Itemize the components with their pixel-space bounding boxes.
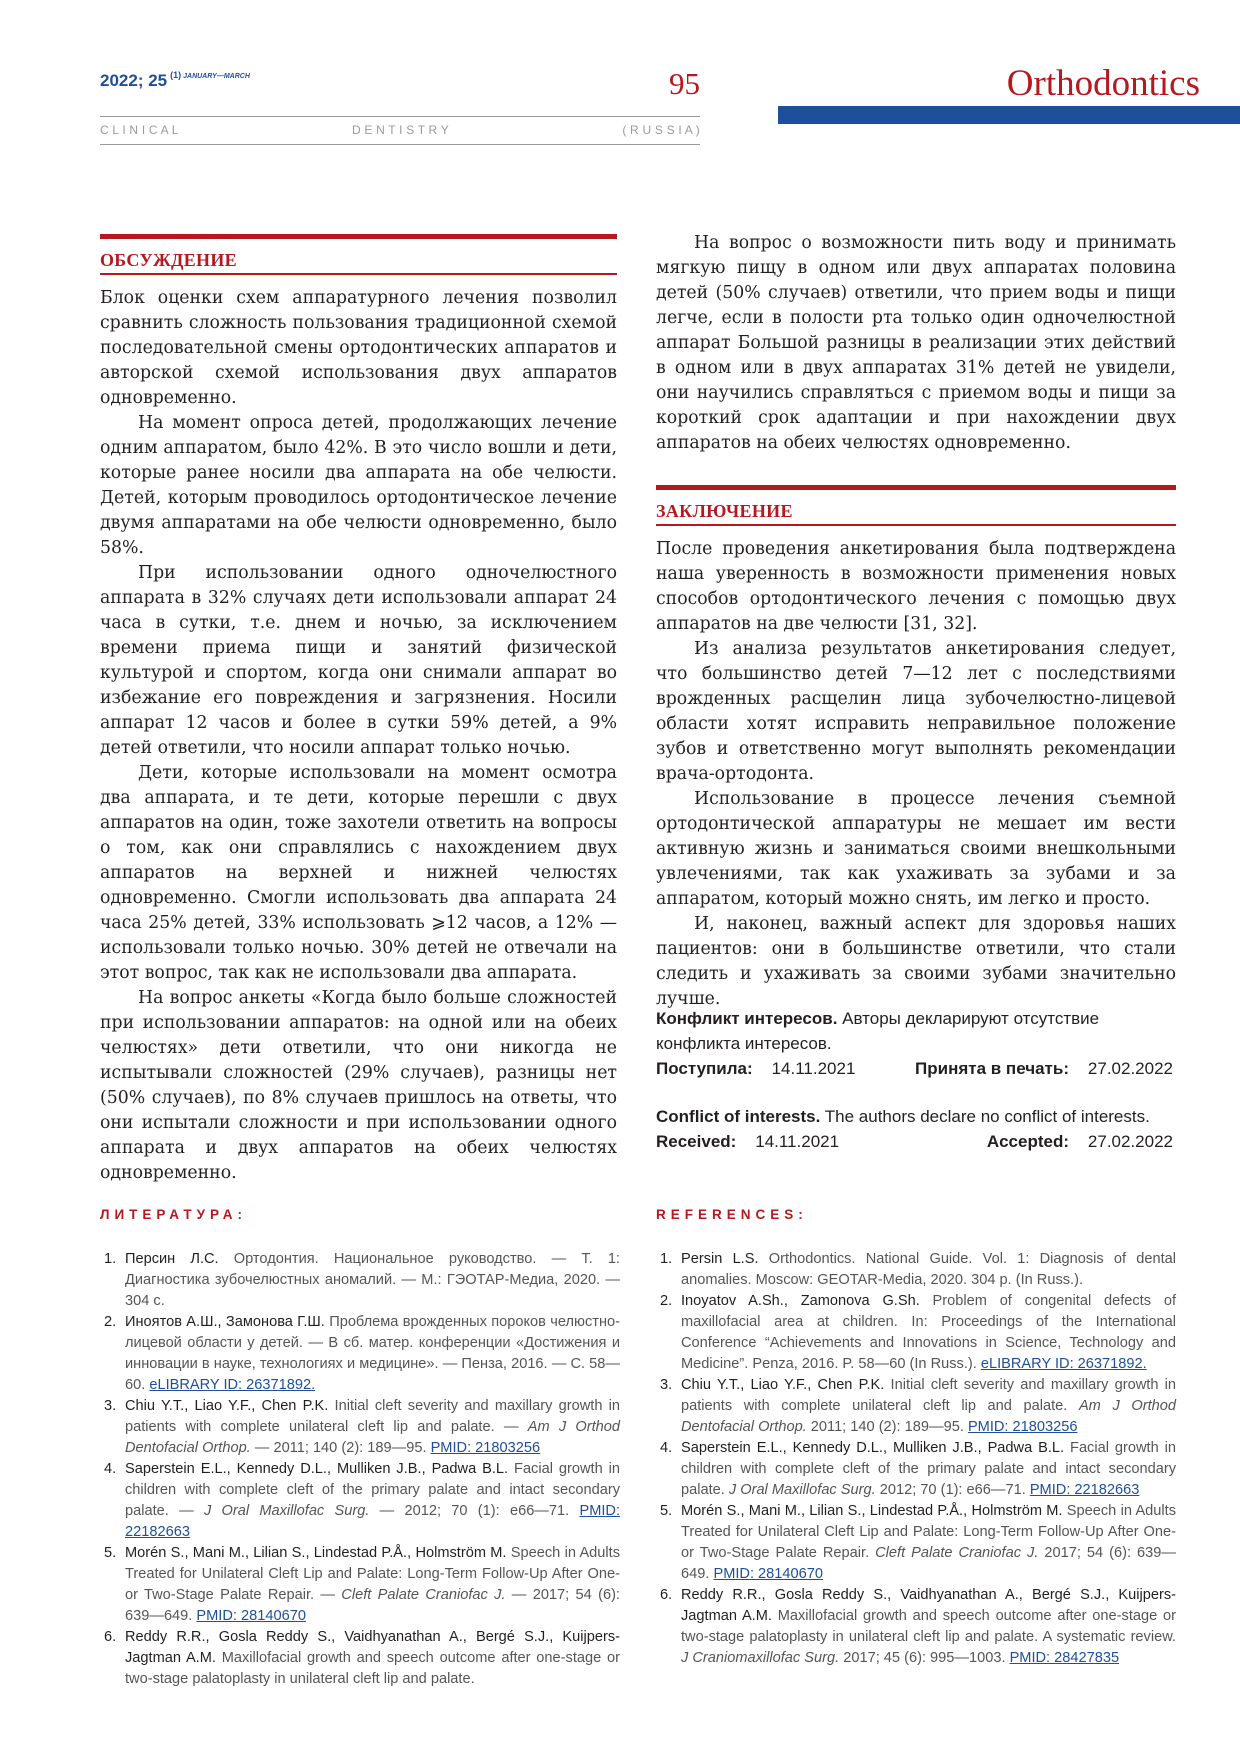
- reference-tail: — 2017; 54 (6): 639—649.: [125, 1587, 620, 1624]
- reference-tail: 2017; 45 (6): 995—1003.: [839, 1650, 1010, 1666]
- reference-journal: Am J Orthod Dentofacial Orthop.: [125, 1419, 621, 1456]
- reference-number: 6.: [660, 1587, 673, 1603]
- reference-authors: Chiu Y.T., Liao Y.F., Chen P.K.: [681, 1377, 885, 1393]
- paragraph: На вопрос анкеты «Когда было больше сложностей при использовании аппаратов: на одной или на обеих челюстях» дети ответили, что они никогда не испытывали сложностей (29% случаев), разницы нет (50% случаев), по 8% случаев пришлось на ответы, что они испытали сложности и при использовании одного аппарата и двух аппаратов на обеих челюстях одновременно.: [100, 988, 617, 1183]
- reference-link[interactable]: PMID: 21803256: [967, 1419, 1078, 1435]
- accepted-label: Accepted:: [986, 1132, 1069, 1151]
- reference-text: Speech in Adults Treated for Unilateral Cleft Lip and Palate: Long-Term Follow-Up After One- or Two-Stage Palate Repair. —: [125, 1545, 620, 1603]
- accepted-label: Принята в печать:: [915, 1059, 1069, 1078]
- journal-word-3: ( R U S S I A ): [622, 123, 700, 137]
- paragraph: Из анализа результатов анкетирования следует, что большинство детей 7—12 лет с последствиями врожденных расщелин лица зубочелюстно-лицевой области хотят исправить неправильное положение зубов и ответственно могут выполнять рекомендации врача-ортодонта.: [656, 639, 1176, 784]
- issue-info: [100, 70, 250, 91]
- conflict-text: The authors declare no conflict of interests.: [820, 1107, 1150, 1126]
- reference-item: [100, 1249, 620, 1312]
- reference-number: 6.: [104, 1629, 117, 1645]
- discussion-section: [100, 234, 617, 1186]
- reference-item: [656, 1291, 1176, 1375]
- reference-number: 2.: [104, 1314, 117, 1330]
- journal-word-1: C L I N I C A L: [100, 123, 179, 137]
- reference-text: Orthodontics. National Guide. Vol. 1: Diagnosis of dental anomalies. Moscow: GEOTAR-Media, 2020. 304 p. (In Russ.).: [681, 1251, 1176, 1288]
- reference-item: [656, 1438, 1176, 1501]
- reference-authors: Inoyatov A.Sh., Zamonova G.Sh.: [681, 1293, 920, 1309]
- reference-text: Facial growth in children with complete cleft of the primary palate and intact secondary palate.: [681, 1440, 1176, 1498]
- section-rule-top: [100, 234, 617, 239]
- page-number: 95: [669, 66, 700, 101]
- discussion-title: ОБСУЖДЕНИЕ: [100, 250, 237, 270]
- conclusion-section: [656, 485, 1176, 1012]
- discussion-continued: [656, 231, 1176, 456]
- reference-journal: Cleft Palate Craniofac J.: [341, 1587, 506, 1603]
- issue-number: (1): [170, 70, 182, 80]
- reference-item: [656, 1375, 1176, 1438]
- reference-link[interactable]: PMID: 22182663: [125, 1503, 621, 1540]
- reference-text: Maxillofacial growth and speech outcome after one-stage or two-stage palatoplasty in unilateral cleft lip and palate.: [125, 1650, 620, 1687]
- accepted-group: [915, 1056, 1173, 1081]
- reference-tail: 2017; 54 (6): 639—649.: [681, 1545, 1176, 1582]
- section-rule-top: [656, 485, 1176, 490]
- reference-authors: Morén S., Mani M., Lilian S., Lindestad P.Å., Holmström M.: [125, 1545, 507, 1561]
- reference-number: 1.: [660, 1251, 673, 1267]
- reference-link[interactable]: PMID: 28427835: [1009, 1650, 1120, 1666]
- received-group: [656, 1056, 855, 1081]
- reference-authors: Persin L.S.: [681, 1251, 759, 1267]
- conclusion-title: ЗАКЛЮЧЕНИЕ: [656, 501, 793, 521]
- reference-number: 2.: [660, 1293, 673, 1309]
- references-en: [656, 1207, 1176, 1669]
- section-rule-bottom: [100, 273, 617, 275]
- reference-text: Maxillofacial growth and speech outcome after one-stage or two-stage palatoplasty in unilateral cleft lip and palate. A systematic review.: [681, 1608, 1176, 1645]
- conflict-label: Conflict of interests.: [656, 1107, 821, 1126]
- reference-authors: Morén S., Mani M., Lilian S., Lindestad P.Å., Holmström M.: [681, 1503, 1063, 1519]
- reference-authors: Персин Л.С.: [125, 1251, 219, 1267]
- received-group: [656, 1129, 839, 1154]
- paragraph: Использование в процессе лечения съемной ортодонтической аппаратуры не мешает им вести активную жизнь и заниматься своими внешкольными увлечениями, так как ухаживать за зубами и за аппаратом, который можно снять, им легко и просто.: [656, 789, 1176, 909]
- reference-link[interactable]: PMID: 28140670: [196, 1608, 306, 1624]
- reference-item: [656, 1585, 1176, 1669]
- reference-number: 5.: [104, 1545, 117, 1561]
- received-label: Received:: [656, 1132, 737, 1151]
- reference-item: [100, 1459, 620, 1543]
- dates-row: [656, 1056, 1173, 1081]
- reference-list: [656, 1249, 1176, 1669]
- reference-list: [100, 1249, 620, 1690]
- received-date: 14.11.2021: [771, 1059, 856, 1078]
- reference-text: Initial cleft severity and maxillary growth in patients with complete unilateral cleft lip and palate.: [681, 1377, 1177, 1414]
- reference-item: [656, 1249, 1176, 1291]
- paragraph: После проведения анкетирования была подтверждена наша уверенность в возможности применения новых способов ортодонтического лечения с помощью двух аппаратов на две челюсти [31, 32].: [656, 539, 1176, 634]
- paragraph: При использовании одного одночелюстного аппарата в 32% случаях дети использовали аппарат 24 часа в сутки, т.е. днем и ночью, за исключением времени приема пищи и занятий физической культурой и спортом, когда они снимали аппарат во избежание его повреждения и загрязнения. Носили аппарат 12 часов и более в сутки 59% детей, а 9% детей ответили, что носили аппарат только ночью.: [100, 563, 617, 758]
- reference-text: Problem of congenital defects of maxillofacial area at children. In: Proceedings of the International Conference “Achievements and Innovations in Science, Technology and Medicine”. Penza, 2016. P. 58—60 (In Russ.).: [681, 1293, 1176, 1372]
- reference-authors: Reddy R.R., Gosla Reddy S., Vaidhyanathan A., Bergé S.J., Kuijpers-Jagtman A.M.: [125, 1629, 620, 1666]
- reference-link[interactable]: PMID: 21803256: [430, 1440, 541, 1456]
- conflict-ru: [656, 1006, 1173, 1081]
- references-ru: [100, 1207, 620, 1690]
- reference-text: Ортодонтия. Национальное руководство. — Т. 1: Диагностика зубочелюстных аномалий. — М.: ГЭОТАР-Медиа, 2020. — 304 с.: [125, 1251, 620, 1309]
- received-date: 14.11.2021: [755, 1132, 840, 1151]
- section-title: Orthodontics: [1006, 63, 1200, 104]
- reference-link[interactable]: eLIBRARY ID: 26371892.: [980, 1356, 1147, 1372]
- reference-journal: Cleft Palate Craniofac J.: [875, 1545, 1039, 1561]
- reference-text: Speech in Adults Treated for Unilateral Cleft Lip and Palate: Long-Term Follow-Up After One- or Two-Stage Palate Repair.: [681, 1503, 1176, 1561]
- accepted-date: 27.02.2022: [1087, 1132, 1173, 1151]
- issue-year-volume: 2022; 25: [100, 71, 168, 90]
- reference-item: [100, 1396, 620, 1459]
- conflict-en: [656, 1104, 1173, 1154]
- reference-number: 4.: [660, 1440, 673, 1456]
- header-rule-bottom: [100, 144, 700, 145]
- conflict-statement: [656, 1006, 1173, 1056]
- reference-authors: Saperstein E.L., Kennedy D.L., Mulliken J.B., Padwa B.L.: [681, 1440, 1065, 1456]
- header-accent-bar: [778, 106, 1240, 124]
- section-rule-bottom: [656, 524, 1176, 526]
- reference-authors: Chiu Y.T., Liao Y.F., Chen P.K.: [125, 1398, 329, 1414]
- discussion-body: [100, 286, 617, 1186]
- reference-text: Initial cleft severity and maxillary growth in patients with complete unilateral cleft lip and palate. —: [125, 1398, 621, 1435]
- accepted-date: 27.02.2022: [1087, 1059, 1173, 1078]
- paragraph: На момент опроса детей, продолжающих лечение одним аппаратом, было 42%. В это число вошли и дети, которые ранее носили два аппарата на обе челюсти. Детей, которым проводилось ортодонтическое лечение двумя аппаратами на обе челюсти одновременно, было 58%.: [100, 413, 617, 558]
- conflict-text: Авторы декларируют отсутствие конфликта интересов.: [656, 1009, 1100, 1053]
- paragraph: И, наконец, важный аспект для здоровья наших пациентов: они в большинстве ответили, что стали следить и ухаживать за своими зубами значительно лучше.: [656, 914, 1176, 1009]
- reference-text: Проблема врожденных пороков челюстно-лицевой области у детей. — В сб. матер. конференции «Достижения и инновации в науке, технологиях и медицине». — Пенза, 2016. — С. 58—60.: [125, 1314, 620, 1393]
- reference-authors: Saperstein E.L., Kennedy D.L., Mulliken J.B., Padwa B.L.: [125, 1461, 509, 1477]
- reference-number: 3.: [104, 1398, 117, 1414]
- references-heading: REFERENCES:: [656, 1207, 808, 1222]
- received-label: Поступила:: [656, 1059, 753, 1078]
- issue-period: JANUARY—MARCH: [183, 73, 250, 80]
- conflict-label: Конфликт интересов.: [656, 1009, 838, 1028]
- reference-tail: 2011; 140 (2): 189—95.: [806, 1419, 968, 1435]
- reference-item: [100, 1627, 620, 1690]
- reference-item: [100, 1312, 620, 1396]
- paragraph: Блок оценки схем аппаратурного лечения позволил сравнить сложность пользования традиционной схемой последовательной смены ортодонтических аппаратов и авторской схемой использования двух аппаратов одновременно.: [100, 288, 617, 408]
- reference-number: 5.: [660, 1503, 673, 1519]
- header-rule-top: [100, 116, 700, 117]
- reference-number: 4.: [104, 1461, 117, 1477]
- reference-journal: Am J Orthod Dentofacial Orthop.: [681, 1398, 1176, 1435]
- reference-item: [656, 1501, 1176, 1585]
- journal-word-2: D E N T I S T R Y: [351, 123, 449, 137]
- dates-row: [656, 1129, 1173, 1154]
- reference-item: [100, 1543, 620, 1627]
- accepted-group: [987, 1129, 1173, 1154]
- reference-journal: J Craniomaxillofac Surg.: [681, 1650, 840, 1666]
- conclusion-body: [656, 537, 1176, 1012]
- conflict-statement: [656, 1104, 1173, 1129]
- reference-tail: — 2012; 70 (1): e66—71.: [369, 1503, 580, 1519]
- reference-link[interactable]: PMID: 22182663: [1029, 1482, 1140, 1498]
- reference-tail: — 2011; 140 (2): 189—95.: [250, 1440, 431, 1456]
- paragraph: Дети, которые использовали на момент осмотра два аппарата, и те дети, которые перешли с двух аппаратов на один, тоже захотели ответить на вопросы о том, как они справлялись с нахождением двух аппаратов на верхней и нижней челюстях одновременно. Смогли использовать два аппарата 24 часа 25% детей, 33% использовать ⩾12 часов, а 12% — использовали только ночью. 30% детей не отвечали на этот вопрос, так как не использовали два аппарата.: [100, 763, 617, 983]
- reference-authors: Reddy R.R., Gosla Reddy S., Vaidhyanathan A., Bergé S.J., Kuijpers-Jagtman A.M.: [681, 1587, 1176, 1624]
- journal-name: [100, 123, 700, 137]
- paragraph: На вопрос о возможности пить воду и принимать мягкую пищу в одном или двух аппаратах половина детей (50% случаев) ответили, что прием воды и пищи легче, если в полости рта только один одночелюстной аппарат Большой разницы в реализации этих действий в одном или в двух аппаратах 31% детей не увидели, они научились справляться с приемом воды и пищи за короткий срок адаптации и при нахождении двух аппаратов на обеих челюстях одновременно.: [656, 233, 1176, 453]
- reference-tail: 2012; 70 (1): e66—71.: [875, 1482, 1030, 1498]
- reference-journal: J Oral Maxillofac Surg.: [728, 1482, 876, 1498]
- reference-link[interactable]: eLIBRARY ID: 26371892.: [149, 1377, 316, 1393]
- reference-text: Facial growth in children with complete cleft of the primary palate and intact secondary palate. —: [125, 1461, 620, 1519]
- reference-link[interactable]: PMID: 28140670: [713, 1566, 823, 1582]
- reference-authors: Иноятов А.Ш., Замонова Г.Ш.: [125, 1314, 325, 1330]
- reference-journal: J Oral Maxillofac Surg.: [203, 1503, 370, 1519]
- reference-number: 3.: [660, 1377, 673, 1393]
- references-heading: ЛИТЕРАТУРА:: [100, 1207, 248, 1222]
- reference-number: 1.: [104, 1251, 117, 1267]
